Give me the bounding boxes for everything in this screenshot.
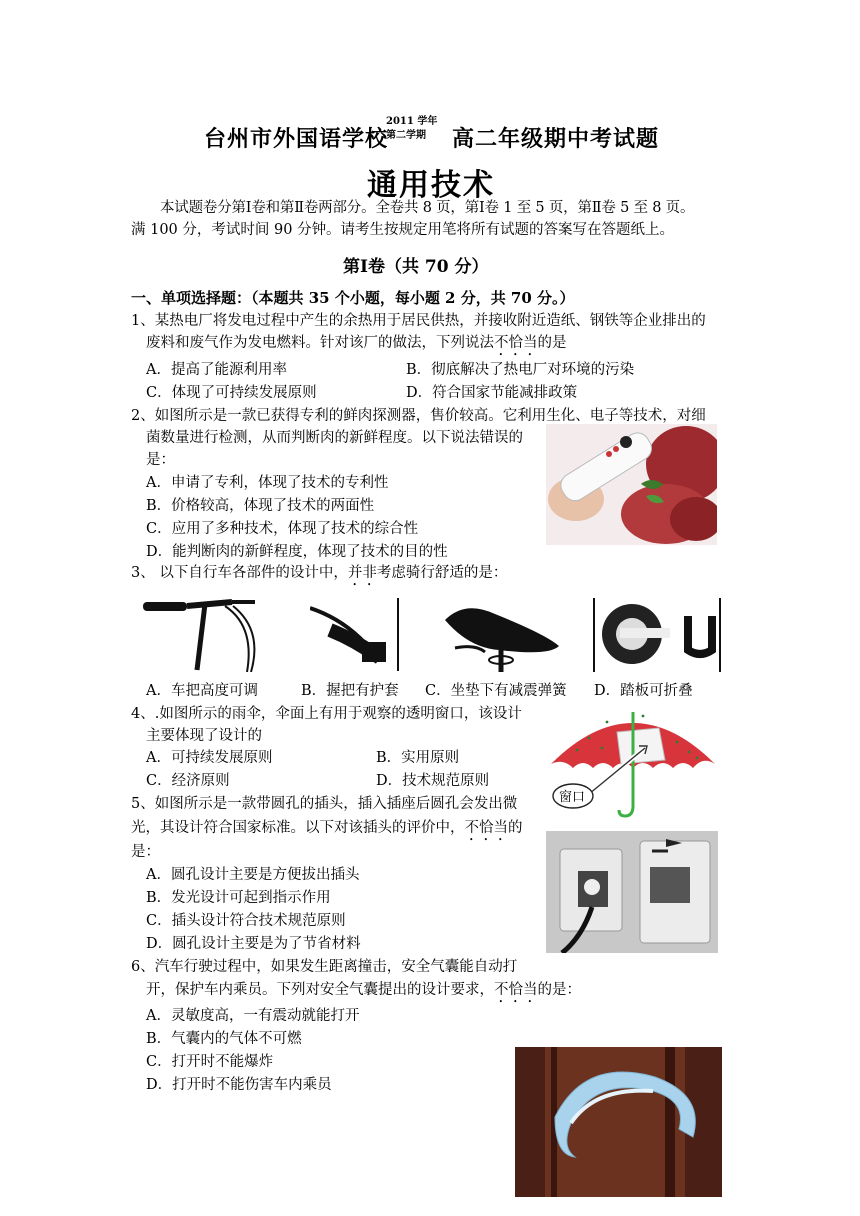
q1-stem-2: 废料和废气作为发电燃料。针对该厂的做法，下列说法不恰当的是 bbox=[146, 335, 567, 351]
q2-stem-3: 是： bbox=[146, 452, 175, 468]
bike-handlebar-image bbox=[137, 594, 264, 672]
q4-option-d[interactable]: D．技术规范原则 bbox=[376, 773, 490, 789]
umbrella-image bbox=[547, 702, 719, 824]
umbrella-window-label: 窗口 bbox=[559, 790, 586, 805]
q2-option-c[interactable]: C．应用了多种技术，体现了技术的综合性 bbox=[146, 521, 419, 537]
q2-option-b[interactable]: B．价格较高，体现了技术的两面性 bbox=[146, 498, 375, 514]
q6-option-d[interactable]: D．打开时不能伤害车内乘员 bbox=[146, 1077, 332, 1093]
q3-emphasis: 并非 bbox=[347, 565, 377, 581]
q5-stem-3: 是： bbox=[131, 844, 160, 860]
q4-option-c[interactable]: C．经济原则 bbox=[146, 773, 230, 789]
part-title: 第Ⅰ卷（共 70 分） bbox=[343, 257, 489, 277]
q3-option-d[interactable]: D．踏板可折叠 bbox=[594, 683, 693, 699]
q1-stem-1: 1、某热电厂将发电过程中产生的余热用于居民供热，并接收附近造纸、钢铁等企业排出的 bbox=[131, 313, 706, 329]
school-year: 2011 学年 bbox=[386, 116, 438, 127]
exam-title: 高二年级期中考试题 bbox=[452, 126, 660, 152]
bike-pedal-image bbox=[592, 598, 722, 672]
plug-image bbox=[546, 831, 718, 953]
q1-option-a[interactable]: A．提高了能源利用率 bbox=[146, 362, 287, 378]
q3-option-b[interactable]: B．握把有护套 bbox=[301, 683, 399, 699]
q2-option-a[interactable]: A．申请了专利，体现了技术的专利性 bbox=[146, 475, 389, 491]
q5-stem-2: 光，其设计符合国家标准。以下对该插头的评价中，不恰当的 bbox=[131, 820, 523, 836]
q4-option-a[interactable]: A．可持续发展原则 bbox=[146, 750, 273, 766]
q4-option-b[interactable]: B．实用原则 bbox=[376, 750, 460, 766]
q5-option-a[interactable]: A．圆孔设计主要是方便拔出插头 bbox=[146, 867, 360, 883]
subject-title: 通用技术 bbox=[367, 168, 495, 203]
q3-option-c[interactable]: C．坐垫下有减震弹簧 bbox=[425, 683, 567, 699]
q1-option-b[interactable]: B．彻底解决了热电厂对环境的污染 bbox=[406, 362, 635, 378]
q5-option-c[interactable]: C．插头设计符合技术规范原则 bbox=[146, 913, 346, 929]
q2-option-d[interactable]: D．能判断肉的新鲜程度，体现了技术的目的性 bbox=[146, 544, 448, 560]
q1-emphasis: 不恰当 bbox=[494, 335, 538, 351]
intro-line-1: 本试题卷分第Ⅰ卷和第Ⅱ卷两部分。全卷共 8 页，第Ⅰ卷 1 至 5 页，第Ⅱ卷 5 至 8 页。 bbox=[160, 200, 695, 216]
q5-option-d[interactable]: D．圆孔设计主要是为了节省材料 bbox=[146, 936, 361, 952]
q6-emphasis: 不恰当 bbox=[494, 982, 538, 998]
q1-option-d[interactable]: D．符合国家节能减排政策 bbox=[406, 385, 578, 401]
q4-stem-1: 4、.如图所示的雨伞，伞面上有用于观察的透明窗口，该设计 bbox=[131, 706, 522, 722]
meat-detector-image bbox=[546, 424, 717, 545]
q6-stem-2: 开，保护车内乘员。下列对安全气囊提出的设计要求，不恰当的是： bbox=[146, 982, 581, 998]
door-clip-image bbox=[515, 1047, 722, 1197]
q5-emphasis: 不恰当 bbox=[464, 820, 508, 836]
q5-stem-1: 5、如图所示是一款带圆孔的插头，插入插座后圆孔会发出微 bbox=[131, 796, 518, 812]
section-title: 一、单项选择题：（本题共 35 个小题，每小题 2 分，共 70 分。） bbox=[131, 289, 575, 307]
q6-option-c[interactable]: C．打开时不能爆炸 bbox=[146, 1054, 274, 1070]
q4-stem-2: 主要体现了设计的 bbox=[146, 728, 262, 744]
q6-stem-1: 6、汽车行驶过程中，如果发生距离撞击，安全气囊能自动打 bbox=[131, 959, 518, 975]
q3-option-a[interactable]: A．车把高度可调 bbox=[146, 683, 258, 699]
q6-option-b[interactable]: B．气囊内的气体不可燃 bbox=[146, 1031, 302, 1047]
q6-option-a[interactable]: A．灵敏度高，一有震动就能打开 bbox=[146, 1008, 360, 1024]
school-name: 台州市外国语学校 bbox=[204, 126, 389, 152]
bike-saddle-image bbox=[441, 598, 564, 672]
q3-stem-1: 3、 以下自行车各部件的设计中，并非考虑骑行舒适的是： bbox=[131, 565, 508, 581]
q2-stem-1: 2、如图所示是一款已获得专利的鲜肉探测器，售价较高。它利用生化、电子等技术，对细 bbox=[131, 408, 706, 424]
q5-option-b[interactable]: B．发光设计可起到指示作用 bbox=[146, 890, 331, 906]
intro-line-2: 满 100 分，考试时间 90 分钟。请考生按规定用笔将所有试题的答案写在答题纸上。 bbox=[131, 222, 675, 238]
q1-option-c[interactable]: C．体现了可持续发展原则 bbox=[146, 385, 317, 401]
q2-stem-2: 菌数量进行检测，从而判断肉的新鲜程度。以下说法错误的 bbox=[146, 430, 523, 446]
bike-grip-image bbox=[310, 598, 402, 671]
school-term: 第二学期 bbox=[386, 130, 426, 141]
